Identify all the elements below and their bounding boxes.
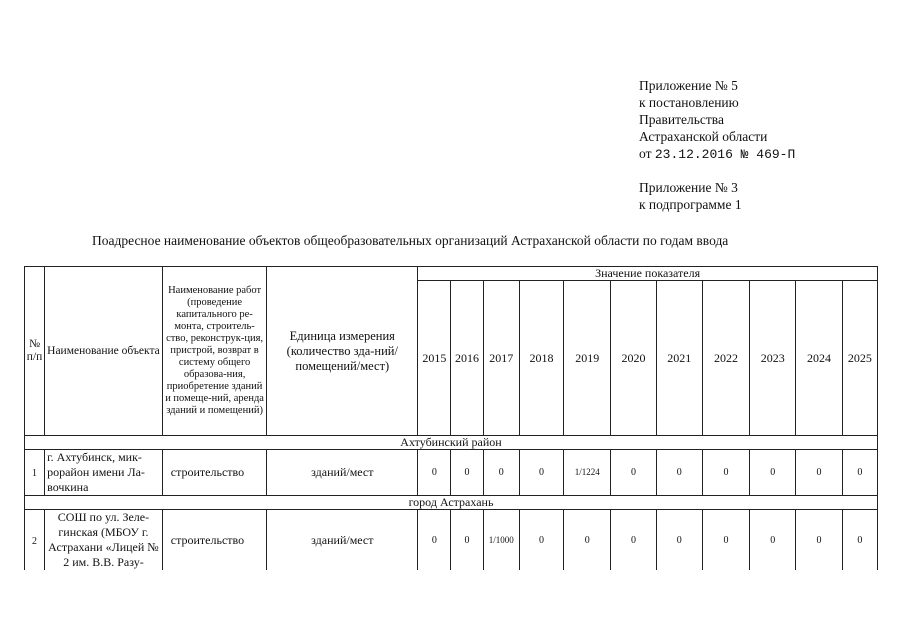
table-row bbox=[25, 510, 878, 571]
header-works: Наименование работ (проведение капитального ре-монта, строитель-ство, реконструк-ция, пристрой, возврат в систему общего образова-ния, приобретение зданий и помеще-ний, аренда зданий и помещений) bbox=[162, 267, 267, 436]
row-num: 1 bbox=[25, 450, 45, 496]
year-header: 2019 bbox=[564, 281, 611, 436]
value-cell: 0 bbox=[750, 450, 796, 496]
spacer bbox=[639, 163, 795, 179]
unit: зданий/мест bbox=[267, 450, 418, 496]
appendix-line: к постановлению bbox=[639, 95, 739, 110]
value-cell: 1/1224 bbox=[564, 450, 611, 496]
object-name: г. Ахтубинск, мик-рорайон имени Ла-вочкина bbox=[45, 450, 163, 496]
decree-line bbox=[639, 145, 795, 163]
year-header: 2024 bbox=[796, 281, 842, 436]
object-name: СОШ по ул. Зеле-гинская (МБОУ г. Астрахани «Лицей № 2 им. В.В. Разу- bbox=[45, 510, 163, 571]
value-cell: 0 bbox=[842, 510, 877, 571]
header-object-name: Наименование объекта bbox=[45, 267, 163, 436]
region-name: город Астрахань bbox=[25, 496, 878, 510]
year-header: 2023 bbox=[750, 281, 796, 436]
value-cell: 0 bbox=[418, 450, 451, 496]
value-cell: 0 bbox=[519, 450, 563, 496]
objects-table bbox=[24, 266, 878, 570]
value-cell: 0 bbox=[611, 510, 656, 571]
value-cell: 0 bbox=[519, 510, 563, 571]
work-type: строительство bbox=[162, 450, 267, 496]
value-cell: 0 bbox=[418, 510, 451, 571]
value-cell: 0 bbox=[483, 450, 519, 496]
year-header: 2016 bbox=[451, 281, 483, 436]
decree-prefix: от bbox=[639, 146, 652, 161]
sub-appendix-line: к подпрограмме 1 bbox=[639, 197, 742, 212]
header-unit: Единица измерения (количество зда-ний/помещений/мест) bbox=[267, 267, 418, 436]
year-header: 2020 bbox=[611, 281, 656, 436]
value-cell: 0 bbox=[656, 450, 702, 496]
value-cell: 0 bbox=[796, 510, 842, 571]
value-cell: 0 bbox=[656, 510, 702, 571]
appendix-block bbox=[639, 77, 795, 213]
table-row bbox=[25, 450, 878, 496]
value-cell: 1/1000 bbox=[483, 510, 519, 571]
value-cell: 0 bbox=[702, 510, 749, 571]
year-header: 2018 bbox=[519, 281, 563, 436]
decree-number: 23.12.2016 № 469-П bbox=[654, 147, 796, 162]
row-num: 2 bbox=[25, 510, 45, 571]
scan-artifact bbox=[655, 0, 875, 4]
value-cell: 0 bbox=[796, 450, 842, 496]
year-header: 2017 bbox=[483, 281, 519, 436]
year-header: 2022 bbox=[702, 281, 749, 436]
document-title: Поадресное наименование объектов общеобразовательных организаций Астраханской области по годам ввода bbox=[92, 233, 729, 248]
value-cell: 0 bbox=[564, 510, 611, 571]
value-cell: 0 bbox=[702, 450, 749, 496]
region-name: Ахтубинский район bbox=[25, 436, 878, 450]
header-indicator: Значение показателя bbox=[418, 267, 878, 281]
value-cell: 0 bbox=[451, 450, 483, 496]
header-num-text: № п/п bbox=[26, 338, 43, 363]
region-row bbox=[25, 436, 878, 450]
value-cell: 0 bbox=[451, 510, 483, 571]
appendix-line: Правительства bbox=[639, 112, 724, 127]
header-num bbox=[25, 267, 45, 436]
sub-appendix-line: Приложение № 3 bbox=[639, 180, 738, 195]
value-cell: 0 bbox=[842, 450, 877, 496]
unit: зданий/мест bbox=[267, 510, 418, 571]
region-row bbox=[25, 496, 878, 510]
year-header: 2025 bbox=[842, 281, 877, 436]
appendix-line: Приложение № 5 bbox=[639, 78, 738, 93]
work-type: строительство bbox=[162, 510, 267, 571]
year-header: 2015 bbox=[418, 281, 451, 436]
header-row bbox=[25, 267, 878, 281]
value-cell: 0 bbox=[611, 450, 656, 496]
value-cell: 0 bbox=[750, 510, 796, 571]
appendix-line: Астраханской области bbox=[639, 129, 768, 144]
year-header: 2021 bbox=[656, 281, 702, 436]
